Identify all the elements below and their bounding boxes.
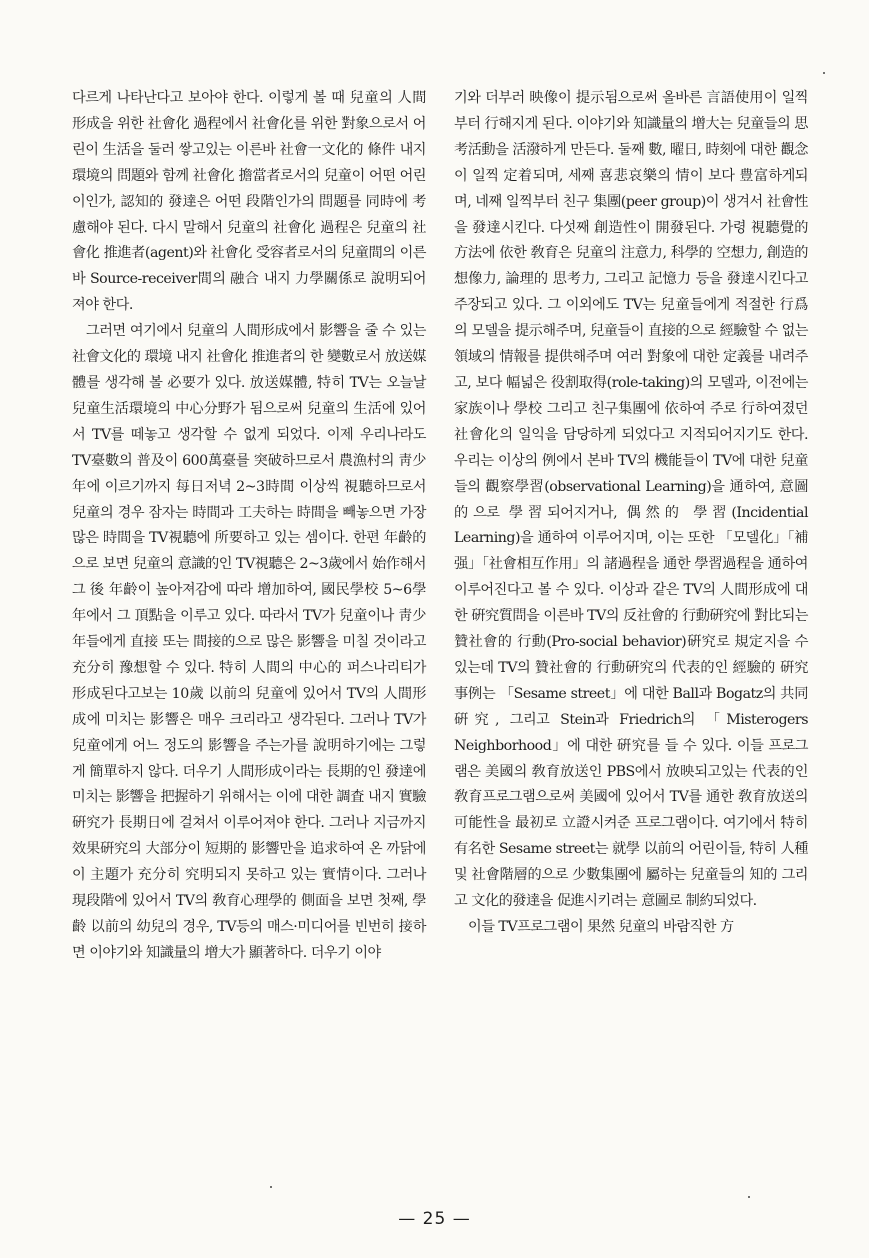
page-number: — 25 — <box>398 1209 471 1229</box>
scan-speck <box>748 1196 750 1198</box>
left-paragraph-2: 그러면 여기에서 兒童의 人間形成에서 影響을 줄 수 있는 社會文化的 環境 내지 社會化 推進者의 한 變數로서 放送媒體를 생각해 볼 必要가 있다. 放送媒體, 特히 TV는 오늘날 兒童生活環境의 中心分野가 됨으로써 兒童의 生活에 있어서 TV를 떼놓고 생각할 수 없게 되었다. 이제 우리나라도 TV臺數의 普及이 600萬臺를 突破하므로서 農漁村의 靑少年에 이르기까지 每日저녁 2~3時間 이상씩 視聽하므로서 兒童의 경우 잠자는 時間과 工夫하는 時間을 빼놓으면 가장 많은 時間을 TV視聽에 所要하고 있는 셈이다. 한편 年齡的으로 보면 兒童의 意識的인 TV視聽은 2~3歲에서 始作해서 그 後 年齡이 높아져감에 따라 增加하여, 國民學校 5~6學年에서 그 頂點을 이루고 있다. 따라서 TV가 兒童이나 靑少年들에게 直接 또는 間接的으로 많은 影響을 미칠 것이라고 充分히 豫想할 수 있다. 特히 人間의 中心的 퍼스나리티가 形成된다고보는 10歲 以前의 兒童에 있어서 TV의 人間形成에 미치는 影響은 매우 크리라고 생각된다. 그러나 TV가 兒童에게 어느 정도의 影響을 주는가를 說明하기에는 그렇게 簡單하지 않다. 더우기 人間形成이라는 長期的인 發達에 미치는 影響을 把握하기 위해서는 이에 대한 調査 내지 實驗硏究가 長期日에 걸쳐서 이루어져야 한다. 그러나 지금까지 效果硏究의 大部分이 短期的 影響만을 追求하여 온 까닭에 이 主題가 充分히 究明되지 못하고 있는 實情이다. 그러나 現段階에 있어서 TV의 敎育心理學的 側面을 보면 첫째, 學齡 以前의 幼兒의 경우, TV등의 매스·미디어를 빈번히 接하면 이야기와 知識量의 增大가 顯著하다. 더우기 이야 <box>72 323 426 961</box>
left-column <box>72 86 426 967</box>
right-column <box>454 86 808 941</box>
right-paragraph-2: 이들 TV프로그램이 果然 兒童의 바람직한 方 <box>468 919 734 935</box>
scan-speck <box>270 1186 272 1188</box>
left-paragraph-1: 다르게 나타난다고 보아야 한다. 이렇게 볼 때 兒童의 人間形成을 위한 社會化 過程에서 社會化를 위한 對象으로서 어린이 生活을 둘러 쌓고있는 이른바 社會一文化的 條件 내지 環境의 問題와 함께 社會化 擔當者로서의 兒童이 어떤 어린이인가, 認知的 發達은 어떤 段階인가의 問題를 同時에 考慮해야 된다. 다시 말해서 兒童의 社會化 過程은 兒童의 社會化 推進者(agent)와 社會化 受容者로서의 兒童間의 이른바 Source-receiver間의 融合 내지 力學關係로 說明되어져야 한다. <box>72 90 426 314</box>
right-paragraph-1: 기와 더부러 映像이 提示됨으로써 올바른 言語使用이 일찍부터 行해지게 된다. 이야기와 知識量의 增大는 兒童들의 思考活動을 活潑하게 만든다. 둘째 數, 曜日, 時刻에 대한 觀念이 일찍 定着되며, 세째 喜悲哀樂의 情이 보다 豊富하게되며, 네째 일찍부터 친구 集團(peer group)이 생겨서 社會性을 發達시킨다. 다섯째 創造性이 開發된다. 가령 視聽覺的 方法에 依한 敎育은 兒童의 注意力, 科學的 空想力, 創造的 想像力, 論理的 思考力, 그리고 記憶力 등을 發達시킨다고 주장되고 있다. 그 이외에도 TV는 兒童들에게 적절한 行爲의 모델을 提示해주며, 兒童들이 直接的으로 經驗할 수 없는 領域의 情報를 提供해주며 여러 對象에 대한 定義를 내려주고, 보다 幅넓은 役割取得(role-taking)의 모델과, 이전에는 家族이나 學校 그리고 친구集團에 依하여 주로 行하여졌던 社會化의 일익을 담당하게 되었다고 지적되어지기도 한다. 우리는 이상의 例에서 본바 TV의 機能들이 TV에 대한 兒童들의 觀察學習(observational Learning)을 通하여, 意圖的으로 學習되어지거나, 偶然的 學習(Incidential Learning)을 通하여 이루어지며, 이는 또한 「모델化」「補强」「社會相互作用」의 諸過程을 通한 學習過程을 通하여 이루어진다고 볼 수 있다. 이상과 같은 TV의 人間形成에 대한 硏究質問을 이른바 TV의 反社會的 行動硏究에 對比되는 贊社會的 行動(Pro-social behavior)硏究로 規定지을 수 있는데 TV의 贊社會的 行動硏究의 代表的인 經驗的 硏究事例는 「Sesame street」에 대한 Ball과 Bogatz의 共同硏究, 그리고 Stein과 Friedrich의 「Misterogers Neighborhood」에 대한 硏究를 들 수 있다. 이들 프로그램은 美國의 敎育放送인 PBS에서 放映되고있는 代表的인 敎育프로그램으로써 美國에 있어서 TV를 通한 敎育放送의 可能性을 最初로 立證시켜준 프로그램이다. 여기에서 特히 有名한 Sesame street는 就學 以前의 어린이들, 特히 人種 및 社會階層的으로 少數集團에 屬하는 兒童들의 知的 그리고 文化的發達을 促進시키려는 意圖로 制約되었다. <box>454 90 808 910</box>
scan-speck <box>823 72 825 74</box>
